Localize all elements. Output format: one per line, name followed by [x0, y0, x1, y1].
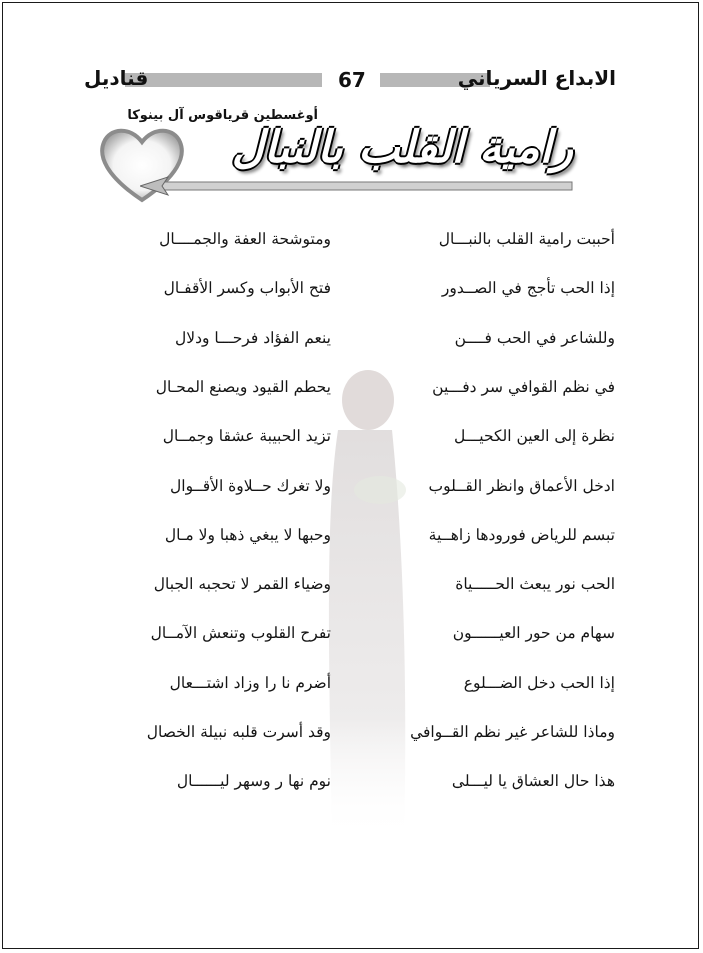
- verse-left-4: يحطم القيود ويصنع المحـال: [155, 377, 331, 396]
- poem-title: رامية القلب بالنبال: [231, 122, 573, 173]
- verse-right-6: ادخل الأعماق وانظر القــلوب: [428, 476, 615, 495]
- verse-right-10: إذا الحب دخل الضـــلوع: [463, 673, 615, 692]
- verse-right-7: تبسم للرياض فورودها زاهــية: [428, 525, 615, 544]
- magazine-name: الابداع السرياني: [457, 66, 616, 90]
- verse-left-1: ومتوشحة العفة والجمــــال: [159, 230, 331, 248]
- verse-right-3: وللشاعر في الحب فــــن: [454, 328, 615, 347]
- verse-left-10: أضرم نا را وزاد اشتـــعال: [169, 673, 331, 692]
- verse-right-5: نظرة إلى العين الكحيـــل: [453, 427, 615, 446]
- arrow-icon: [140, 176, 575, 196]
- author-name: أوغسطين قرياقوس آل بينوكا: [127, 108, 318, 123]
- verse-right-1: أحببت رامية القلب بالنبـــال: [438, 230, 615, 248]
- verse-left-9: تفرح القلوب وتنعش الآمــال: [150, 624, 331, 643]
- verse-right-4: في نظم القوافي سر دفـــين: [432, 377, 615, 396]
- verse-right-8: الحب نور يبعث الحـــــياة: [455, 575, 615, 594]
- header-bar-left: [125, 73, 322, 87]
- verse-left-3: ينعم الفؤاد فرحـــا ودلال: [174, 328, 331, 347]
- verse-right-9: سهام من حور العيــــــون: [452, 624, 615, 643]
- verse-left-5: تزيد الحبيبة عشقا وجمــال: [162, 427, 331, 446]
- verse-left-11: وقد أسرت قلبه نبيلة الخصال: [146, 723, 331, 741]
- verse-left-8: وضياء القمر لا تحجبه الجبال: [153, 575, 331, 594]
- verse-right-2: إذا الحب تأجج في الصــدور: [441, 279, 615, 298]
- heart-icon: [96, 118, 188, 210]
- verse-left-7: وحبها لا يبغي ذهبا ولا مـال: [164, 525, 331, 544]
- section-name: قناديل: [84, 66, 149, 90]
- page-number: 67: [338, 68, 366, 92]
- verse-right-11: وماذا للشاعر غير نظم القــوافي: [410, 723, 615, 741]
- woman-figure-image: [320, 370, 410, 840]
- verse-left-12: نوم نها ر وسهر ليــــــال: [176, 772, 331, 791]
- verse-right-12: هذا حال العشاق يا ليـــلى: [451, 772, 615, 791]
- verse-left-2: فتح الأبواب وكسر الأقفـال: [163, 279, 331, 298]
- verse-left-6: ولا تغرك حــلاوة الأقــوال: [170, 476, 331, 495]
